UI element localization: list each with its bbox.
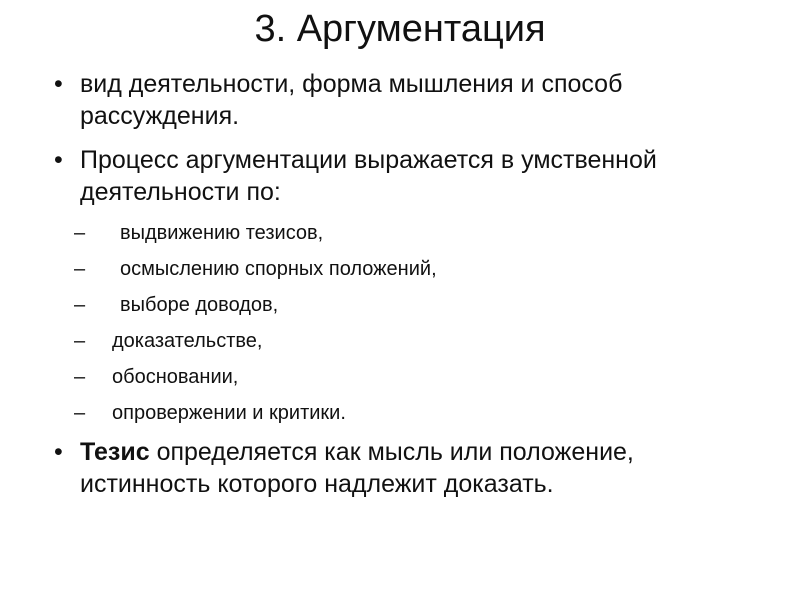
thesis-term: Тезис: [80, 438, 150, 466]
slide-title: 3. Аргументация: [254, 8, 546, 50]
dash-icon: –: [74, 294, 86, 316]
sub-item: [44, 220, 764, 246]
bullet-text: вид деятельности, форма мышления и способ рассуждения.: [80, 70, 623, 130]
bullet-icon: •: [54, 146, 63, 174]
bullet-item: [44, 68, 764, 132]
dash-icon: –: [74, 222, 86, 244]
sub-item: [44, 292, 764, 318]
dash-icon: –: [74, 366, 86, 388]
sub-list: [44, 220, 764, 426]
dash-icon: –: [74, 330, 86, 352]
sub-item-text: выдвижению тезисов,: [120, 222, 324, 244]
bullet-item: [44, 436, 764, 500]
sub-item-text: обосновании,: [112, 366, 239, 388]
sub-item-text: опровержении и критики.: [112, 402, 346, 424]
thesis-definition: определяется как мысль или положение, истинность которого надлежит доказать.: [80, 438, 634, 498]
sub-item: [44, 328, 764, 354]
dash-icon: –: [74, 258, 86, 280]
sub-item: [44, 364, 764, 390]
bullet-icon: •: [54, 70, 63, 98]
sub-item-text: выборе доводов,: [120, 294, 279, 316]
bullet-item: [44, 144, 764, 208]
dash-icon: –: [74, 402, 86, 424]
sub-item: [44, 256, 764, 282]
bullet-text: Процесс аргументации выражается в умственной деятельности по:: [80, 146, 657, 206]
sub-item-text: доказательстве,: [112, 330, 263, 352]
sub-item-text: осмыслению спорных положений,: [120, 258, 437, 280]
slide-content: [44, 68, 764, 512]
sub-item: [44, 400, 764, 426]
bullet-icon: •: [54, 438, 63, 466]
